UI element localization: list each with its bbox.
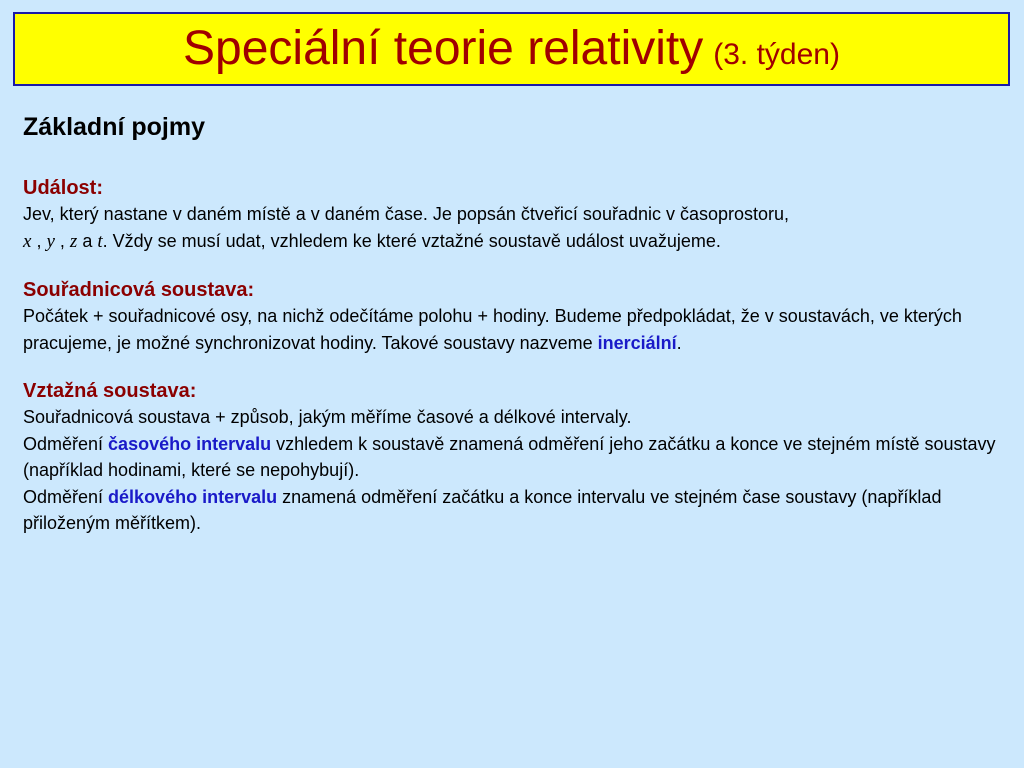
delkoveho-intervalu-highlight: délkového intervalu [108,486,278,507]
comma-1: , [31,230,47,251]
p3-rest: znamená odměření začátku a konce intervalu ve stejném čase soustavy (například přiloženým měřítkem). [23,486,942,533]
var-y: y [46,230,55,252]
vztazna-p3 [23,484,1003,537]
section-udalost [23,175,1003,255]
vztazna-line1: Souřadnicová soustava + způsob, jakým měříme časové a délkové intervaly. [23,407,632,427]
souradnicova-title: Souřadnicová soustava: [23,279,255,301]
var-x: x [23,230,32,252]
p3-start: Odměření [23,486,109,507]
udalost-line1: Jev, který nastane v daném místě a v daném čase. Je popsán čtveřicí souřadnic v časoprostoru, [23,204,790,224]
casoveho-intervalu-highlight: časového intervalu [108,433,272,454]
souradnicova-text [23,303,1003,356]
var-z: z [69,230,78,252]
p2-rest: vzhledem k soustavě znamená odměření jeho začátku a konce ve stejném místě soustavy (například hodinami, které se nepohybují). [23,433,996,480]
var-t: t [97,230,103,252]
title-main-text: Speciální teorie relativity [183,22,704,75]
udalost-title: Událost: [23,177,103,199]
slide-content [23,112,1003,559]
udalost-line2: . Vždy se musí udat, vzhledem ke které vztažné soustavě událost uvažujeme. [102,230,721,251]
udalost-text [23,201,1003,255]
vztazna-p2 [23,431,1003,484]
souradnicova-body: Počátek + souřadnicové osy, na nichž odečítáme polohu + hodiny. Budeme předpokládat, že v soustavách, ve kterých pracujeme, je možné synchronizovat hodiny. Takové soustavy nazveme [23,306,962,353]
slide-title [183,22,840,75]
section-heading: Základní pojmy [23,113,205,141]
comma-2: , [54,230,70,251]
section-souradnicova [23,277,1003,356]
section-vztazna [23,378,1003,537]
souradnicova-end: . [676,332,682,353]
p2-start: Odměření [23,433,109,454]
title-subtitle: (3. týden) [713,38,840,71]
vztazna-title: Vztažná soustava: [23,380,197,402]
title-banner [13,12,1010,86]
inercialni-highlight: inerciální [597,332,677,353]
conjunction: a [77,230,98,251]
